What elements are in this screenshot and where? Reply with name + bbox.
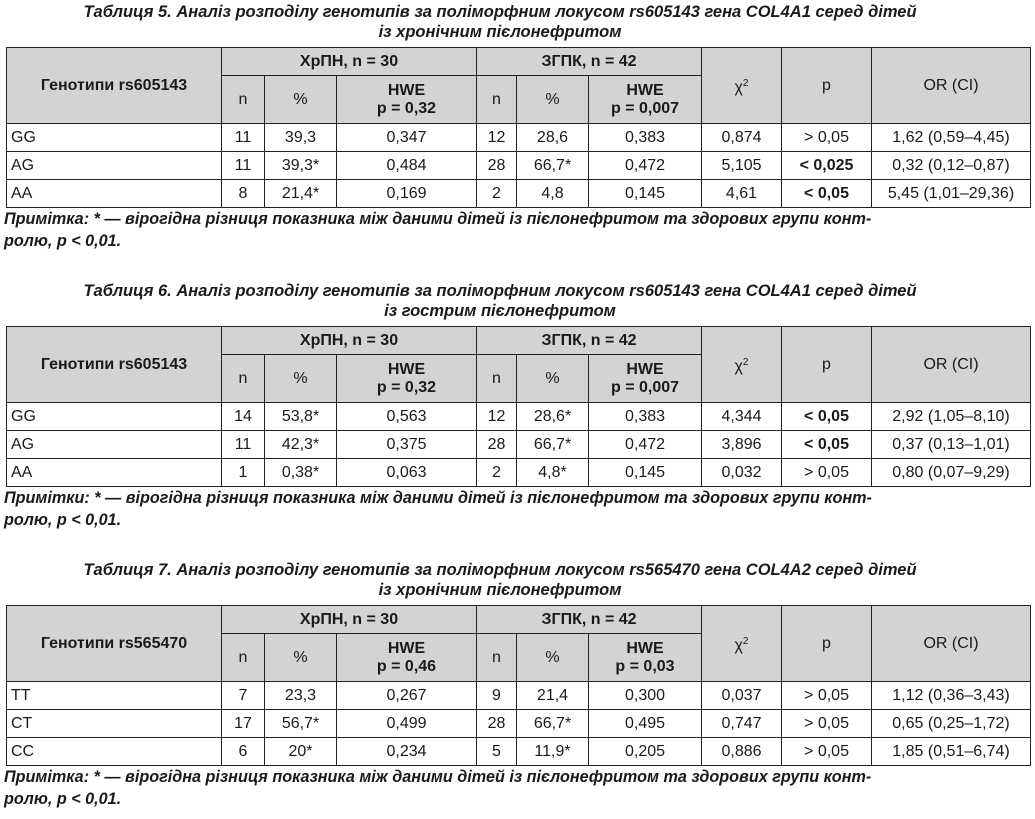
table-note: Примітка: * — вірогідна різниця показника між даними дітей із пієлонефритом та здорових групи конт- ролю, р < 0,01. xyxy=(4,768,872,808)
table-7-block xyxy=(0,560,1035,810)
table-6-block xyxy=(0,281,1035,531)
table-row: CC 6 20* 0,234 5 11,9* 0,205 0,886 > 0,05 1,85 (0,51–6,74) xyxy=(7,738,1031,766)
table-row: CT 17 56,7* 0,499 28 66,7* 0,495 0,747 > 0,05 0,65 (0,25–1,72) xyxy=(7,710,1031,738)
table-row: AG 11 39,3* 0,484 28 66,7* 0,472 5,105 < 0,025 0,32 (0,12–0,87) xyxy=(7,152,1031,180)
hwe-header: HWE p = 0,03 xyxy=(589,634,702,682)
or-header: OR (CI) xyxy=(872,327,1031,403)
chi-square-header: $\chi^2$ xyxy=(702,327,782,403)
or-header: OR (CI) xyxy=(872,48,1031,124)
percent-header: % xyxy=(517,76,589,124)
n-header: n xyxy=(477,76,517,124)
group1-header: ХрПН, n = 30 xyxy=(222,48,477,76)
percent-header: % xyxy=(265,355,337,403)
group2-header: ЗГПК, n = 42 xyxy=(477,327,702,355)
hwe-header: HWE p = 0,007 xyxy=(589,355,702,403)
table-row: GG 14 53,8* 0,563 12 28,6* 0,383 4,344 < 0,05 2,92 (1,05–8,10) xyxy=(7,403,1031,431)
hwe-header: HWE p = 0,007 xyxy=(589,76,702,124)
table-row: AG 11 42,3* 0,375 28 66,7* 0,472 3,896 < 0,05 0,37 (0,13–1,01) xyxy=(7,431,1031,459)
genotype-header: Генотипи rs605143 xyxy=(7,48,222,124)
table-5-block xyxy=(0,2,1035,252)
n-header: n xyxy=(477,355,517,403)
hwe-header: HWE p = 0,46 xyxy=(337,634,477,682)
n-header: n xyxy=(222,76,265,124)
p-header: p xyxy=(782,327,872,403)
genotype-table xyxy=(6,47,1031,208)
n-header: n xyxy=(222,355,265,403)
percent-header: % xyxy=(517,355,589,403)
group2-header: ЗГПК, n = 42 xyxy=(477,48,702,76)
hwe-header: HWE p = 0,32 xyxy=(337,76,477,124)
group1-header: ХрПН, n = 30 xyxy=(222,327,477,355)
genotype-header: Генотипи rs605143 xyxy=(7,327,222,403)
genotype-table xyxy=(6,326,1031,487)
table-caption: Таблиця 5. Аналіз розподілу генотипів за поліморфним локусом rs605143 гена COL4A1 серед дітей із хронічним пієлонефритом xyxy=(83,3,917,41)
table-note: Примітка: * — вірогідна різниця показника між даними дітей із пієлонефритом та здорових групи конт- ролю, р < 0,01. xyxy=(4,210,872,250)
n-header: n xyxy=(477,634,517,682)
table-row: AA 1 0,38* 0,063 2 4,8* 0,145 0,032 > 0,05 0,80 (0,07–9,29) xyxy=(7,459,1031,487)
n-header: n xyxy=(222,634,265,682)
percent-header: % xyxy=(517,634,589,682)
hwe-header: HWE p = 0,32 xyxy=(337,355,477,403)
genotype-header: Генотипи rs565470 xyxy=(7,606,222,682)
percent-header: % xyxy=(265,76,337,124)
table-caption: Таблиця 7. Аналіз розподілу генотипів за поліморфним локусом rs565470 гена COL4A2 серед дітей із хронічним пієлонефритом xyxy=(83,561,917,599)
genotype-table xyxy=(6,605,1031,766)
p-header: p xyxy=(782,48,872,124)
group2-header: ЗГПК, n = 42 xyxy=(477,606,702,634)
percent-header: % xyxy=(265,634,337,682)
table-row: GG 11 39,3 0,347 12 28,6 0,383 0,874 > 0,05 1,62 (0,59–4,45) xyxy=(7,124,1031,152)
table-row: AA 8 21,4* 0,169 2 4,8 0,145 4,61 < 0,05 5,45 (1,01–29,36) xyxy=(7,180,1031,208)
group1-header: ХрПН, n = 30 xyxy=(222,606,477,634)
chi-square-header: $\chi^2$ xyxy=(702,606,782,682)
chi-square-header: $\chi^2$ xyxy=(702,48,782,124)
or-header: OR (CI) xyxy=(872,606,1031,682)
p-header: p xyxy=(782,606,872,682)
table-note: Примітки: * — вірогідна різниця показника між даними дітей із пієлонефритом та здорових групи конт- ролю, р < 0,01. xyxy=(4,489,872,529)
table-caption: Таблиця 6. Аналіз розподілу генотипів за поліморфним локусом rs605143 гена COL4A1 серед дітей із гострим пієлонефритом xyxy=(83,282,917,320)
table-row: TT 7 23,3 0,267 9 21,4 0,300 0,037 > 0,05 1,12 (0,36–3,43) xyxy=(7,682,1031,710)
